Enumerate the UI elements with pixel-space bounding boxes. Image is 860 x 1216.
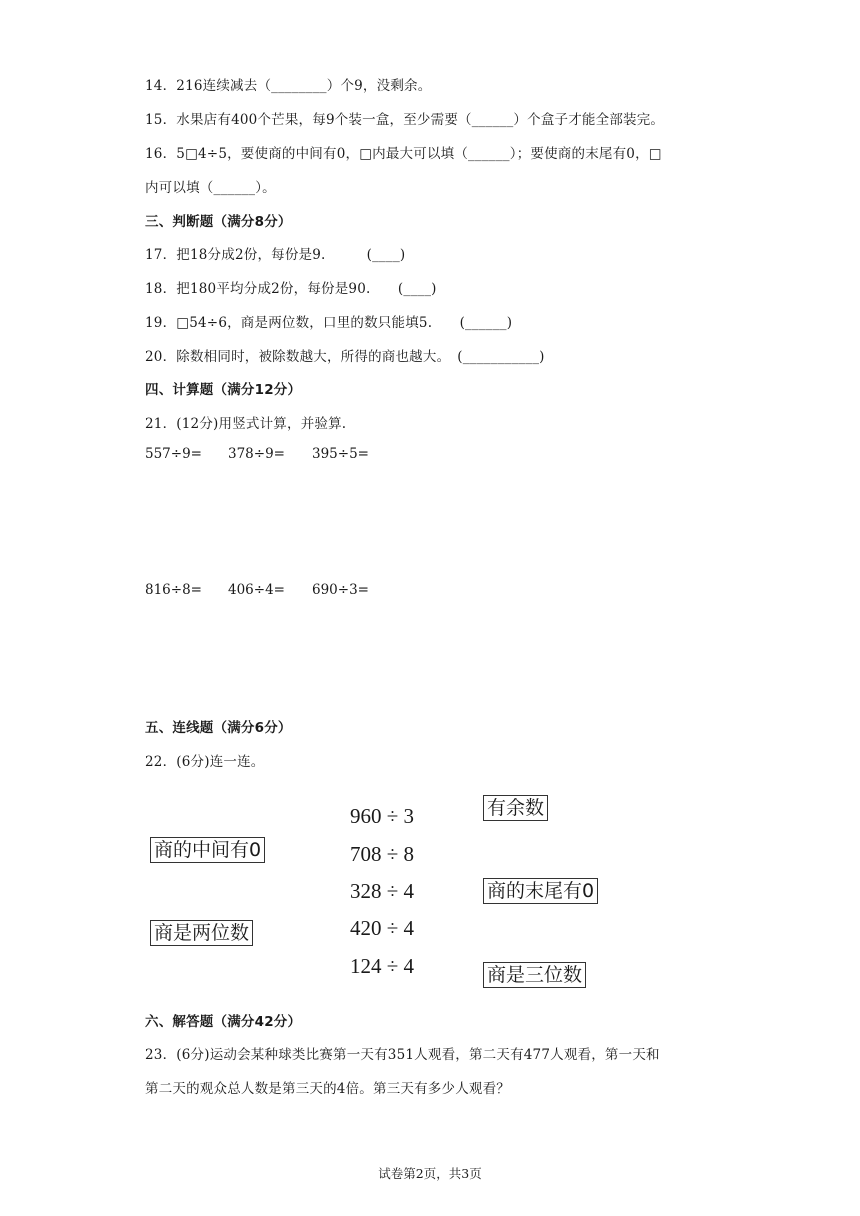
question-19: 19．□54÷6，商是两位数，口里的数只能填5. (______) [145, 315, 513, 331]
left-box-middle-zero[interactable]: 商的中间有0 [150, 837, 265, 863]
calc-item: 378÷9= [228, 446, 285, 462]
right-box-remainder[interactable]: 有余数 [483, 795, 548, 821]
question-20: 20．除数相同时，被除数越大，所得的商也越大。 (___________) [145, 349, 545, 365]
page-footer: 试卷第2页，共3页 [378, 1166, 482, 1181]
question-16-line2: 内可以填（______）。 [145, 180, 276, 196]
question-23-line2: 第二天的观众总人数是第三天的4倍。第三天有多少人观看？ [145, 1081, 510, 1097]
question-17: 17．把18分成2份，每份是9. (____) [145, 247, 406, 263]
right-box-three-digit[interactable]: 商是三位数 [483, 962, 586, 988]
left-box-two-digit[interactable]: 商是两位数 [150, 920, 253, 946]
question-23-line1: 23．(6分)运动会某种球类比赛第一天有351人观看，第二天有477人观看，第一天和 [145, 1047, 660, 1063]
expression[interactable]: 328 ÷ 4 [350, 879, 415, 903]
expression[interactable]: 960 ÷ 3 [350, 804, 415, 828]
question-14: 14．216连续减去（________）个9，没剩余。 [145, 78, 432, 94]
section-3-title: 三、判断题（满分8分） [145, 214, 292, 230]
calc-item: 406÷4= [228, 582, 285, 598]
section-6-title: 六、解答题（满分42分） [145, 1014, 302, 1030]
expression[interactable]: 708 ÷ 8 [350, 842, 415, 866]
calc-item: 557÷9= [145, 446, 202, 462]
section-5-title: 五、连线题（满分6分） [145, 720, 292, 736]
question-18: 18．把180平均分成2份，每份是90. (____) [145, 281, 437, 297]
right-box-trailing-zero[interactable]: 商的末尾有0 [483, 878, 598, 904]
question-16-line1: 16．5□4÷5，要使商的中间有0，□内最大可以填（______）；要使商的末尾有0，□ [145, 146, 662, 162]
calc-item: 690÷3= [312, 582, 369, 598]
section-4-title: 四、计算题（满分12分） [145, 382, 302, 398]
question-15: 15．水果店有400个芒果，每9个装一盒，至少需要（______）个盒子才能全部装完。 [145, 112, 665, 128]
question-22: 22．(6分)连一连。 [145, 754, 265, 770]
expression[interactable]: 420 ÷ 4 [350, 916, 415, 940]
calc-item: 395÷5= [312, 446, 369, 462]
calc-item: 816÷8= [145, 582, 202, 598]
expression[interactable]: 124 ÷ 4 [350, 954, 415, 978]
question-21: 21．(12分)用竖式计算，并验算. [145, 416, 347, 432]
